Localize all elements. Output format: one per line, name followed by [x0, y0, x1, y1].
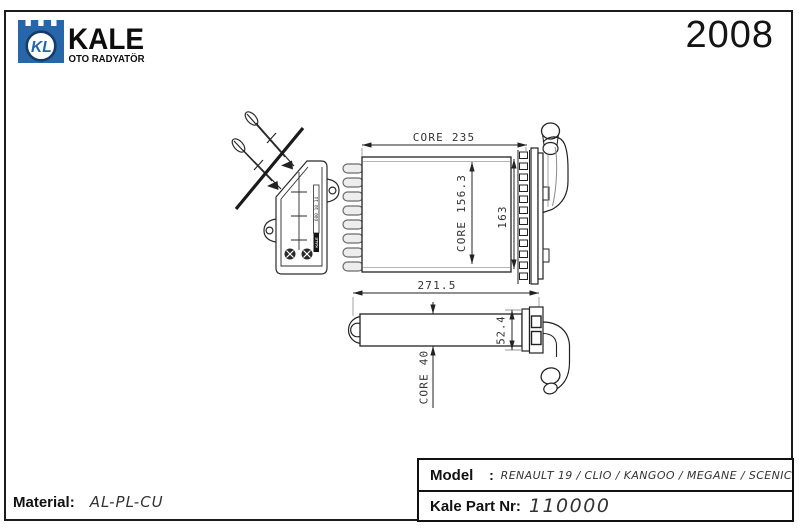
part-marking-label	[314, 185, 321, 252]
model-label: Model	[430, 466, 474, 484]
tank-plates	[531, 148, 549, 284]
part-number-row	[419, 492, 792, 520]
svg-text:CORE 40: CORE 40	[417, 349, 431, 405]
model-value: RENAULT 19 / CLIO / KANGOO / MEGANE / SCENIC	[500, 468, 792, 482]
core-face	[362, 157, 511, 272]
svg-text:CORE 156.3: CORE 156.3	[455, 173, 468, 253]
logo-brand-text: KALE	[68, 23, 144, 56]
top-view	[349, 279, 570, 408]
logo-monogram: KL	[31, 39, 52, 56]
part-number-value: 110000	[528, 495, 611, 518]
logo-subtitle-text: OTO RADYATÖR	[68, 54, 150, 65]
svg-text:163: 163	[496, 205, 509, 229]
part-number-label: Kale Part Nr:	[430, 497, 521, 515]
pipe-flanges-icon	[542, 123, 560, 155]
fin-loop-icons	[343, 164, 363, 271]
svg-text:271.5: 271.5	[417, 279, 457, 292]
material-value: AL-PL-CU	[89, 493, 164, 511]
marking-brand: KALE	[315, 237, 320, 248]
front-view	[343, 123, 568, 284]
marking-number: 600 10 14	[315, 196, 320, 222]
svg-text:52.4: 52.4	[495, 315, 508, 345]
material-label: Material:	[13, 494, 75, 511]
dim-core-width	[362, 131, 527, 156]
model-colon: :	[489, 467, 494, 484]
info-table	[417, 458, 794, 522]
material-note	[13, 493, 164, 511]
crimped-band	[518, 150, 530, 284]
svg-text:CORE 235: CORE 235	[412, 131, 476, 144]
outlet-pipe-icon	[539, 322, 569, 395]
model-row	[419, 460, 792, 492]
end-cap	[522, 307, 543, 353]
year-label: 2008	[685, 14, 774, 56]
side-body	[264, 161, 339, 274]
side-view	[230, 110, 339, 274]
